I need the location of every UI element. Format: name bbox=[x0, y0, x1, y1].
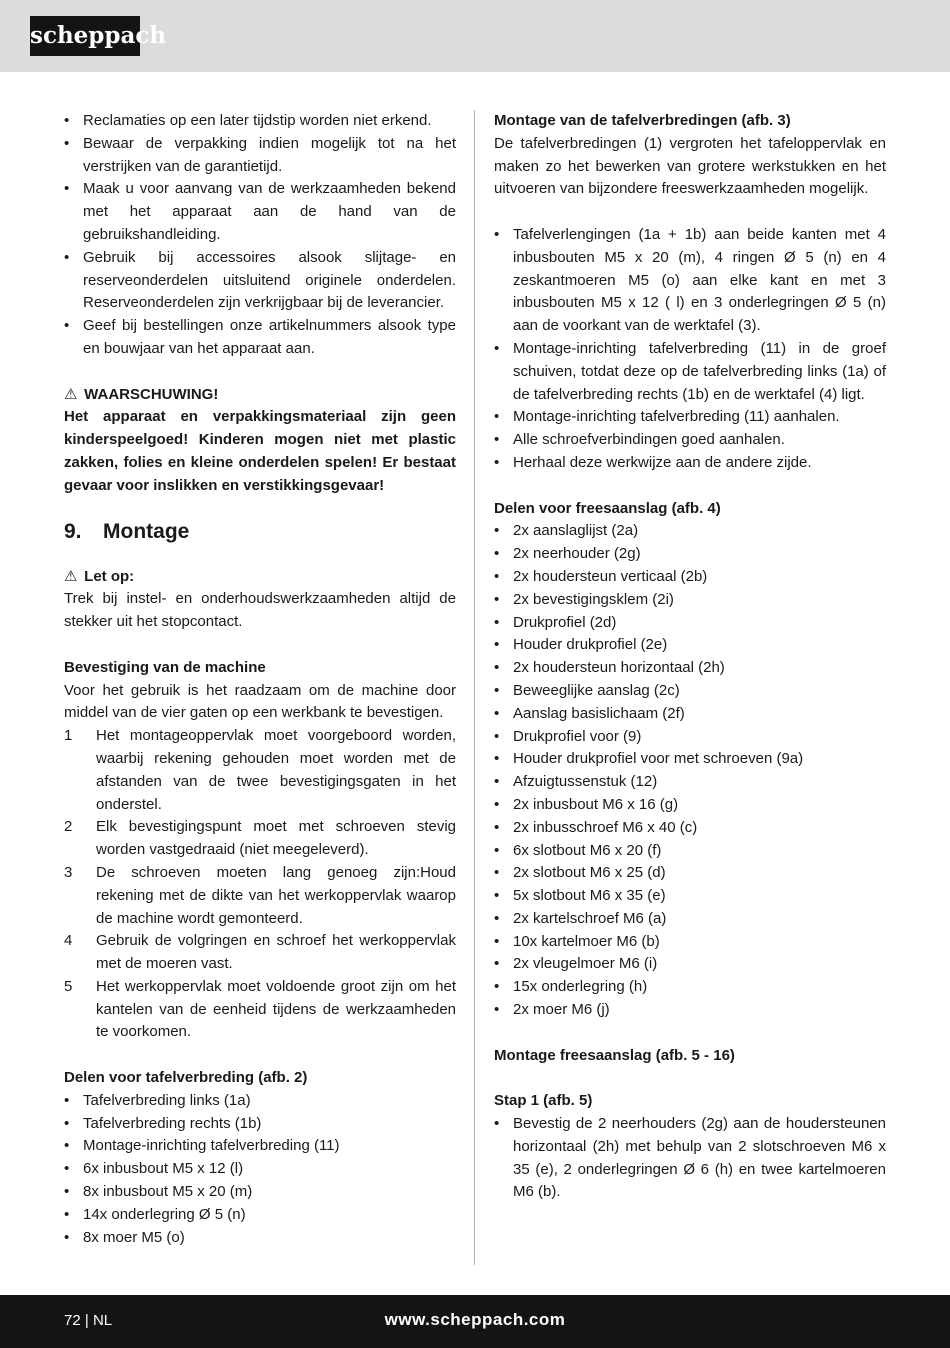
step-text: Gebruik de volgringen en schroef het werkoppervlak met de moeren vast. bbox=[96, 932, 456, 973]
list-item: • 8x inbusbout M5 x 20 (m) bbox=[64, 1181, 456, 1204]
list-item: • Bewaar de verpakking indien mogelijk tot na het verstrijken van de garantietijd. bbox=[64, 133, 456, 179]
list-item: • 2x neerhouder (2g) bbox=[494, 543, 886, 566]
scheppach-logo: scheppach bbox=[30, 16, 140, 56]
list-item bbox=[64, 816, 456, 862]
list-item: • Bevestig de 2 neerhouders (2g) aan de houdersteunen horizontaal (2h) met behulp van 2 slotschroeven M6 x 35 (e), 2 onderlegringen Ø 6 (h) en twee kartelmoeren M6 (b). bbox=[494, 1113, 886, 1204]
warning-text: Het apparaat en verpakkingsmateriaal zijn geen kinderspeelgoed! Kinderen mogen niet met plastic zakken, folies en kleine onderdelen spelen! Er bestaat gevaar voor inslikken en verstikkingsgevaar! bbox=[64, 408, 456, 494]
list-item: • Aanslag basislichaam (2f) bbox=[494, 703, 886, 726]
list-item: • 5x slotbout M6 x 35 (e) bbox=[494, 885, 886, 908]
list-item bbox=[64, 862, 456, 930]
list-item: • Houder drukprofiel voor met schroeven (9a) bbox=[494, 748, 886, 771]
list-item: • Maak u voor aanvang van de werkzaamheden bekend met het apparaat aan de hand van de gebruikshandleiding. bbox=[64, 178, 456, 246]
intro-bullet-list bbox=[64, 110, 456, 361]
list-item: • Houder drukprofiel (2e) bbox=[494, 634, 886, 657]
list-item: • 2x kartelschroef M6 (a) bbox=[494, 908, 886, 931]
section-number: 9. bbox=[64, 519, 82, 543]
page-footer bbox=[0, 1295, 950, 1348]
warning-title: WAARSCHUWING! bbox=[84, 385, 219, 403]
list-item: • Montage-inrichting tafelverbreding (11) in de groef schuiven, totdat deze op de tafelverbreding links (1a) of de tafelverbreding rechts (1b) en de werktafel (4) ligt. bbox=[494, 338, 886, 406]
list-item: • Herhaal deze werkwijze aan de andere zijde. bbox=[494, 452, 886, 475]
list-item bbox=[64, 725, 456, 816]
left-column bbox=[64, 110, 456, 1249]
step1-title: Stap 1 (afb. 5) bbox=[494, 1092, 593, 1110]
list-item: • Beweeglijke aanslag (2c) bbox=[494, 680, 886, 703]
column-divider bbox=[474, 110, 475, 1265]
list-item: • 2x houdersteun verticaal (2b) bbox=[494, 566, 886, 589]
website-link[interactable]: www.scheppach.com bbox=[384, 1310, 566, 1329]
list-item: • Montage-inrichting tafelverbreding (11) aanhalen. bbox=[494, 406, 886, 429]
extension-title: Montage van de tafelverbredingen (afb. 3) bbox=[494, 112, 791, 129]
warning-icon: ⚠ bbox=[64, 567, 78, 585]
list-item: • 6x slotbout M6 x 20 (f) bbox=[494, 840, 886, 863]
warning-icon: ⚠ bbox=[64, 385, 78, 403]
step-number: 4 bbox=[64, 932, 73, 950]
step-text: De schroeven moeten lang genoeg zijn:Houd rekening met de dikte van het werkoppervlak waarop de machine wordt gemonteerd. bbox=[96, 863, 456, 927]
list-item: • Afzuigtussenstuk (12) bbox=[494, 771, 886, 794]
list-item bbox=[64, 930, 456, 976]
list-item: • Drukprofiel (2d) bbox=[494, 612, 886, 635]
step-number: 3 bbox=[64, 863, 73, 881]
caution-title: Let op: bbox=[84, 567, 135, 585]
fixing-steps-list bbox=[64, 725, 456, 1044]
fixing-text: Voor het gebruik is het raadzaam om de machine door middel van de vier gaten op een werkbank te bevestigen. bbox=[64, 681, 456, 722]
list-item: • Tafelverlengingen (1a + 1b) aan beide kanten met 4 inbusbouten M5 x 20 (m), 4 ringen Ø 5 (n) en 4 zeskantmoeren M5 (o) aan elke kant en met 3 inbusbouten M5 x 12 ( l) en 3 onderlegringen Ø 5 (n) aan de voorkant van de werktafel (3). bbox=[494, 224, 886, 338]
language-code: NL bbox=[92, 1312, 113, 1329]
list-item: • 2x inbusschroef M6 x 40 (c) bbox=[494, 817, 886, 840]
page-number: 72 bbox=[64, 1312, 81, 1329]
step-number: 1 bbox=[64, 727, 73, 745]
list-item: • 2x vleugelmoer M6 (i) bbox=[494, 953, 886, 976]
page-header bbox=[0, 0, 950, 72]
extension-text: De tafelverbredingen (1) vergroten het tafeloppervlak en maken zo het bewerken van grotere werkstukken en het uitvoeren van bijzondere freeswerkzaamheden mogelijk. bbox=[494, 134, 886, 198]
list-item bbox=[64, 976, 456, 1044]
section-title: Montage bbox=[103, 519, 190, 543]
list-item: • 6x inbusbout M5 x 12 (l) bbox=[64, 1158, 456, 1181]
list-item: • Tafelverbreding rechts (1b) bbox=[64, 1113, 456, 1136]
parts-list bbox=[64, 1090, 456, 1250]
list-item: • 10x kartelmoer M6 (b) bbox=[494, 931, 886, 954]
list-item: • 2x slotbout M6 x 25 (d) bbox=[494, 862, 886, 885]
step-text: Het montageoppervlak moet voorgeboord worden, waarbij rekening gehouden moet worden met de afstanden van de twee bevestigingsgaten in het onderstel. bbox=[96, 727, 456, 813]
step-number: 5 bbox=[64, 977, 73, 995]
fixing-title: Bevestiging van de machine bbox=[64, 658, 266, 676]
fence-parts-title: Delen voor freesaanslag (afb. 4) bbox=[494, 499, 721, 517]
list-item: • Gebruik bij accessoires alsook slijtage- en reserveonderdelen uitsluitend originele onderdelen. Reserveonderdelen zijn verkrijgbaar bij de leverancier. bbox=[64, 247, 456, 315]
step-text: Elk bevestigingspunt moet met schroeven stevig worden vastgedraaid (niet meegeleverd). bbox=[96, 818, 456, 859]
list-item: • 2x aanslaglijst (2a) bbox=[494, 520, 886, 543]
footer-separator: | bbox=[84, 1312, 89, 1329]
caution-heading bbox=[64, 566, 456, 589]
list-item: • 15x onderlegring (h) bbox=[494, 976, 886, 999]
caution-text: Trek bij instel- en onderhoudswerkzaamheden altijd de stekker uit het stopcontact. bbox=[64, 590, 456, 631]
list-item: • Geef bij bestellingen onze artikelnummers alsook type en bouwjaar van het apparaat aan. bbox=[64, 315, 456, 361]
step1-bullet-list bbox=[494, 1113, 886, 1204]
list-item: • 2x bevestigingsklem (2i) bbox=[494, 589, 886, 612]
warning-heading bbox=[64, 384, 456, 407]
list-item: • Reclamaties op een later tijdstip worden niet erkend. bbox=[64, 110, 456, 133]
section-heading bbox=[64, 518, 456, 546]
step-text: Het werkoppervlak moet voldoende groot zijn om het kantelen van de eenheid tijdens de werkzaamheden te voorkomen. bbox=[96, 977, 456, 1041]
list-item: • 2x moer M6 (j) bbox=[494, 999, 886, 1022]
extension-bullet-list bbox=[494, 224, 886, 475]
parts-title: Delen voor tafelverbreding (afb. 2) bbox=[64, 1069, 308, 1087]
list-item: • Drukprofiel voor (9) bbox=[494, 726, 886, 749]
list-item: • 8x moer M5 (o) bbox=[64, 1227, 456, 1250]
fence-mount-title: Montage freesaanslag (afb. 5 - 16) bbox=[494, 1046, 735, 1064]
list-item: • Tafelverbreding links (1a) bbox=[64, 1090, 456, 1113]
list-item: • Montage-inrichting tafelverbreding (11) bbox=[64, 1135, 456, 1158]
list-item: • 2x inbusbout M6 x 16 (g) bbox=[494, 794, 886, 817]
fence-parts-list bbox=[494, 520, 886, 1022]
list-item: • 14x onderlegring Ø 5 (n) bbox=[64, 1204, 456, 1227]
list-item: • Alle schroefverbindingen goed aanhalen. bbox=[494, 429, 886, 452]
step-number: 2 bbox=[64, 818, 73, 836]
right-column bbox=[494, 110, 886, 1204]
list-item: • 2x houdersteun horizontaal (2h) bbox=[494, 657, 886, 680]
